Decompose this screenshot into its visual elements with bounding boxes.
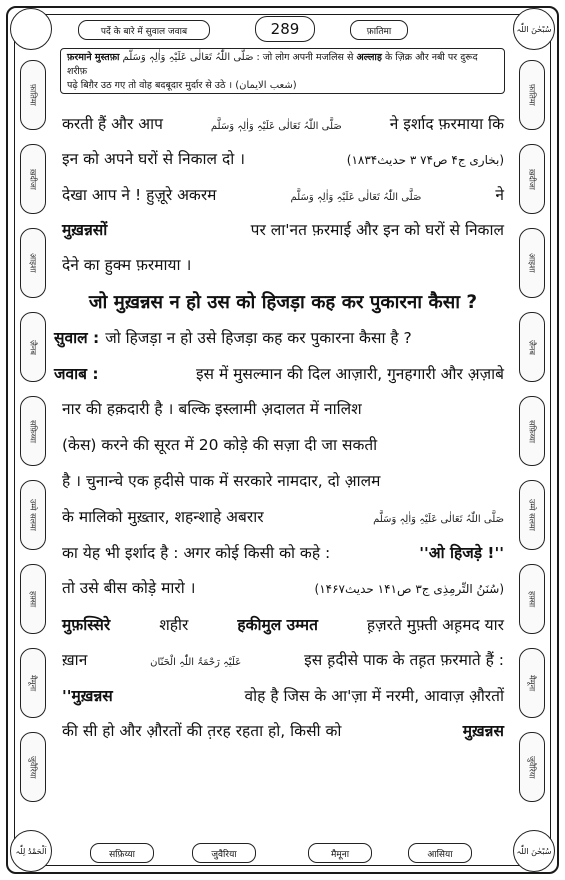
text-line: करती हैं और आप صَلَّی اللّٰہُ تَعَالٰی عَلَیْہِ وَاٰلِہٖ وَسَلَّم ने इर्शाद फ़रमाया कि xyxy=(62,115,504,133)
notice-source: (شعب الایمان) xyxy=(235,80,297,91)
side-medal: फ़ातिमा xyxy=(20,60,46,130)
side-medal: मैमूना xyxy=(20,648,46,718)
text-line: देखा आप ने ! हुज़ूरे अकरम صَلَّی اللّٰہُ تَعَالٰی عَلَیْہِ وَاٰلِہٖ وَسَلَّم ने xyxy=(62,186,504,204)
corner-label: سُبْحٰنَ اللّٰہ xyxy=(516,24,552,34)
side-medal: ख़दीजा xyxy=(519,144,545,214)
text-line: का येह भी इर्शाद है : अगर कोई किसी को कहे : ''ओ हिजड़े !'' xyxy=(62,544,504,562)
right-side-ornaments xyxy=(519,60,545,800)
text-line: (केस) करने की सूरत में 20 कोड़े की सज़ा दी जा सकती xyxy=(62,436,378,454)
side-medal: सफ़िय्या xyxy=(519,396,545,466)
reference-citation: (سُنَنُ التِّرمِذِی ج۳ ص۱۴۱ حدیث۱۴۶۷) xyxy=(314,582,504,596)
question-line: सुवाल : जो हिजड़ा न हो उसे हिजड़ा कह कर पुकारना कैसा है ? xyxy=(54,326,496,348)
side-medal: हफ़्सा xyxy=(519,564,545,634)
page-header xyxy=(60,16,505,42)
corner-ornament-bottom-left xyxy=(10,830,52,872)
notice-text-a: : जो लोग अपनी मजलिस से xyxy=(256,52,354,63)
salutation-text: صَلَّی اللّٰہُ تَعَالٰی عَلَیْہِ وَاٰلِہٖ وَسَلَّم xyxy=(122,52,254,63)
text-line: मुफ़स्सिरे शहीर हकीमुल उम्मत ह़ज़रते मुफ़्ती अह़मद यार xyxy=(62,616,504,634)
text-line: की सी हो और औ़रतों की त़रह रहता हो, किसी को मुख़न्नस xyxy=(62,722,504,740)
side-medal: जुवैरिया xyxy=(20,732,46,802)
text-line: नार की हक़दारी है । बल्कि इस्लामी अ़दालत में नालिश xyxy=(62,400,362,418)
book-title: पर्दे के बारे में सुवाल जवाब xyxy=(78,20,210,40)
footer-tab: जुवैरिया xyxy=(192,843,256,863)
answer-label: जवाब : xyxy=(54,365,99,383)
side-medal: ख़दीजा xyxy=(20,144,46,214)
salutation-text: صَلَّی اللّٰہُ تَعَالٰی عَلَیْہِ وَاٰلِہٖ وَسَلَّم xyxy=(290,192,422,203)
text-line: मुख़न्नसों पर ला'नत फ़रमाई और इन को घरों से निकाल xyxy=(62,221,504,239)
side-medal: सफ़िय्या xyxy=(20,396,46,466)
side-medal: उम्मे सलमा xyxy=(20,480,46,550)
corner-ornament-bottom-right xyxy=(513,830,555,872)
corner-ornament-top-left xyxy=(10,8,52,50)
answer-line: जवाब : इस में मुसल्मान की दिल आज़ारी, गुनहगारी और अ़ज़ाबे xyxy=(54,362,504,384)
notice-text-line2: पढ़े बिग़ैर उठ गए तो वोह बदबूदार मुर्दार से उठे । xyxy=(67,80,233,91)
text-line: ख़ान عَلَیْہِ رَحْمَۃُ اللّٰہِ الْحَنّان इस ह़दीसे पाक के तह़त फ़रमाते हैं : xyxy=(62,651,504,669)
side-medal: आ़इशा xyxy=(20,228,46,298)
text-line: ''मुख़न्नस वोह है जिस के आ'ज़ा में नरमी, आवाज़ औ़रतों xyxy=(62,687,504,705)
side-medal: ज़ैनब xyxy=(20,312,46,382)
text-line: देने का हुक्म फ़रमाया । xyxy=(62,256,192,274)
footer-tab: सफ़िय्या xyxy=(90,843,154,863)
reference-citation: (بخاری ج۴ ص۷۴ ۳ حدیث۱۸۳۴) xyxy=(346,153,504,167)
salutation-text: عَلَیْہِ رَحْمَۃُ اللّٰہِ الْحَنّان xyxy=(150,657,242,668)
side-medal: हफ़्सा xyxy=(20,564,46,634)
left-side-ornaments xyxy=(20,60,46,800)
corner-ornament-top-right xyxy=(513,8,555,50)
footer-tab: आसिया xyxy=(408,843,472,863)
corner-label: اَلْحَمْدُ لِلّٰہ xyxy=(15,846,47,856)
page-number: 289 xyxy=(255,16,315,42)
notice-label: फ़रमाने मुस्तफ़ा xyxy=(67,52,120,63)
notice-line-1 xyxy=(67,51,498,79)
question-label: सुवाल : xyxy=(54,329,100,347)
side-medal: फ़ातिमा xyxy=(519,60,545,130)
hadith-notice-box xyxy=(60,48,505,94)
salutation-text: صَلَّی اللّٰہُ تَعَالٰی عَلَیْہِ وَاٰلِہٖ وَسَلَّم xyxy=(373,514,504,525)
footer-tab: मैमूना xyxy=(308,843,372,863)
notice-allah: अल्लाह xyxy=(356,52,382,63)
side-medal: आ़इशा xyxy=(519,228,545,298)
side-medal: जुवैरिया xyxy=(519,732,545,802)
text-line: तो उसे बीस कोड़े मारो । (سُنَنُ التِّرمِذِی ج۳ ص۱۴۱ حدیث۱۴۶۷) xyxy=(62,579,504,597)
text-line: इन को अपने घरों से निकाल दो । (بخاری ج۴ ص۷۴ ۳ حدیث۱۸۳۴) xyxy=(62,150,504,168)
notice-line-2 xyxy=(67,79,498,93)
chapter-tab: फ़ातिमा xyxy=(350,20,408,40)
side-medal: उम्मे सलमा xyxy=(519,480,545,550)
salutation-text: صَلَّی اللّٰہُ تَعَالٰی عَلَیْہِ وَاٰلِہٖ وَسَلَّم xyxy=(210,121,342,132)
text-line: के मालिको मुख़्तार, शहन्शाहे अबरार صَلَّی اللّٰہُ تَعَالٰی عَلَیْہِ وَاٰلِہٖ وَسَلَّم xyxy=(62,508,504,526)
text-line: है । चुनान्चे एक ह़दीसे पाक में सरकारे नामदार, दो आ़लम xyxy=(62,472,381,490)
side-medal: मैमूना xyxy=(519,648,545,718)
side-medal: ज़ैनब xyxy=(519,312,545,382)
notice-text-b: के ज़िक्र और नबी पर दुरूद शरीफ़ xyxy=(67,52,478,77)
section-heading: जो मुख़न्नस न हो उस को हिजड़ा कह कर पुकारना कैसा ? xyxy=(88,292,478,313)
page-footer xyxy=(60,840,505,864)
corner-label: سُبْحٰنَ اللّٰہ xyxy=(516,846,552,856)
